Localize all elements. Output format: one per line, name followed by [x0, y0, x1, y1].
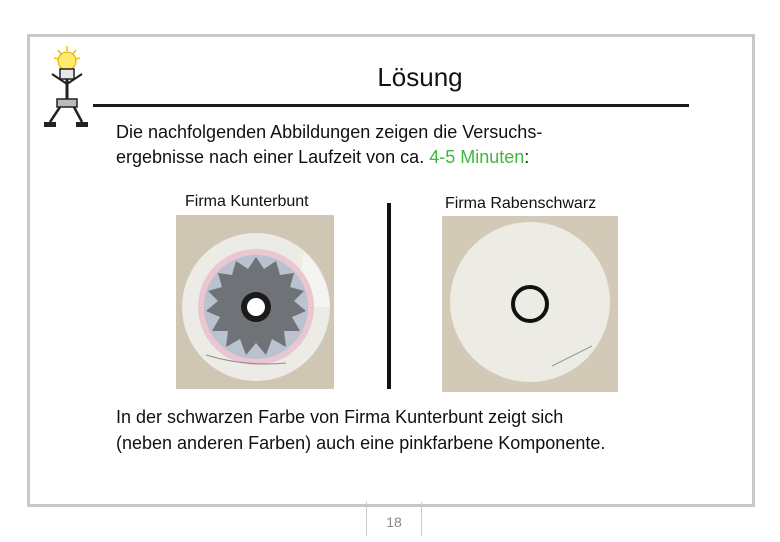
result-line-1: In der schwarzen Farbe von Firma Kunterbunt zeigt sich [116, 407, 564, 427]
intro-line-2-prefix: ergebnisse nach einer Laufzeit von ca. [116, 147, 425, 167]
chromatogram-kunterbunt-photo [176, 215, 334, 389]
intro-line-2-suffix: : [524, 147, 530, 167]
page-number: 18 [366, 502, 422, 536]
duration-highlight: 4-5 Minuten [429, 147, 525, 167]
slide-title: Lösung [377, 62, 463, 92]
intro-line-1: Die nachfolgenden Abbildungen zeigen die Versuchs- [116, 122, 543, 142]
result-text [116, 404, 716, 456]
lightbulb-robot-icon [40, 44, 90, 134]
caption-kunterbunt: Firma Kunterbunt [185, 193, 309, 210]
title-underline [93, 104, 689, 107]
chromatogram-rabenschwarz-photo [442, 216, 618, 392]
caption-rabenschwarz: Firma Rabenschwarz [445, 195, 597, 212]
intro-text [116, 120, 696, 170]
result-line-2: (neben anderen Farben) auch eine pinkfarbene Komponente. [116, 433, 606, 453]
vertical-divider [387, 203, 391, 389]
